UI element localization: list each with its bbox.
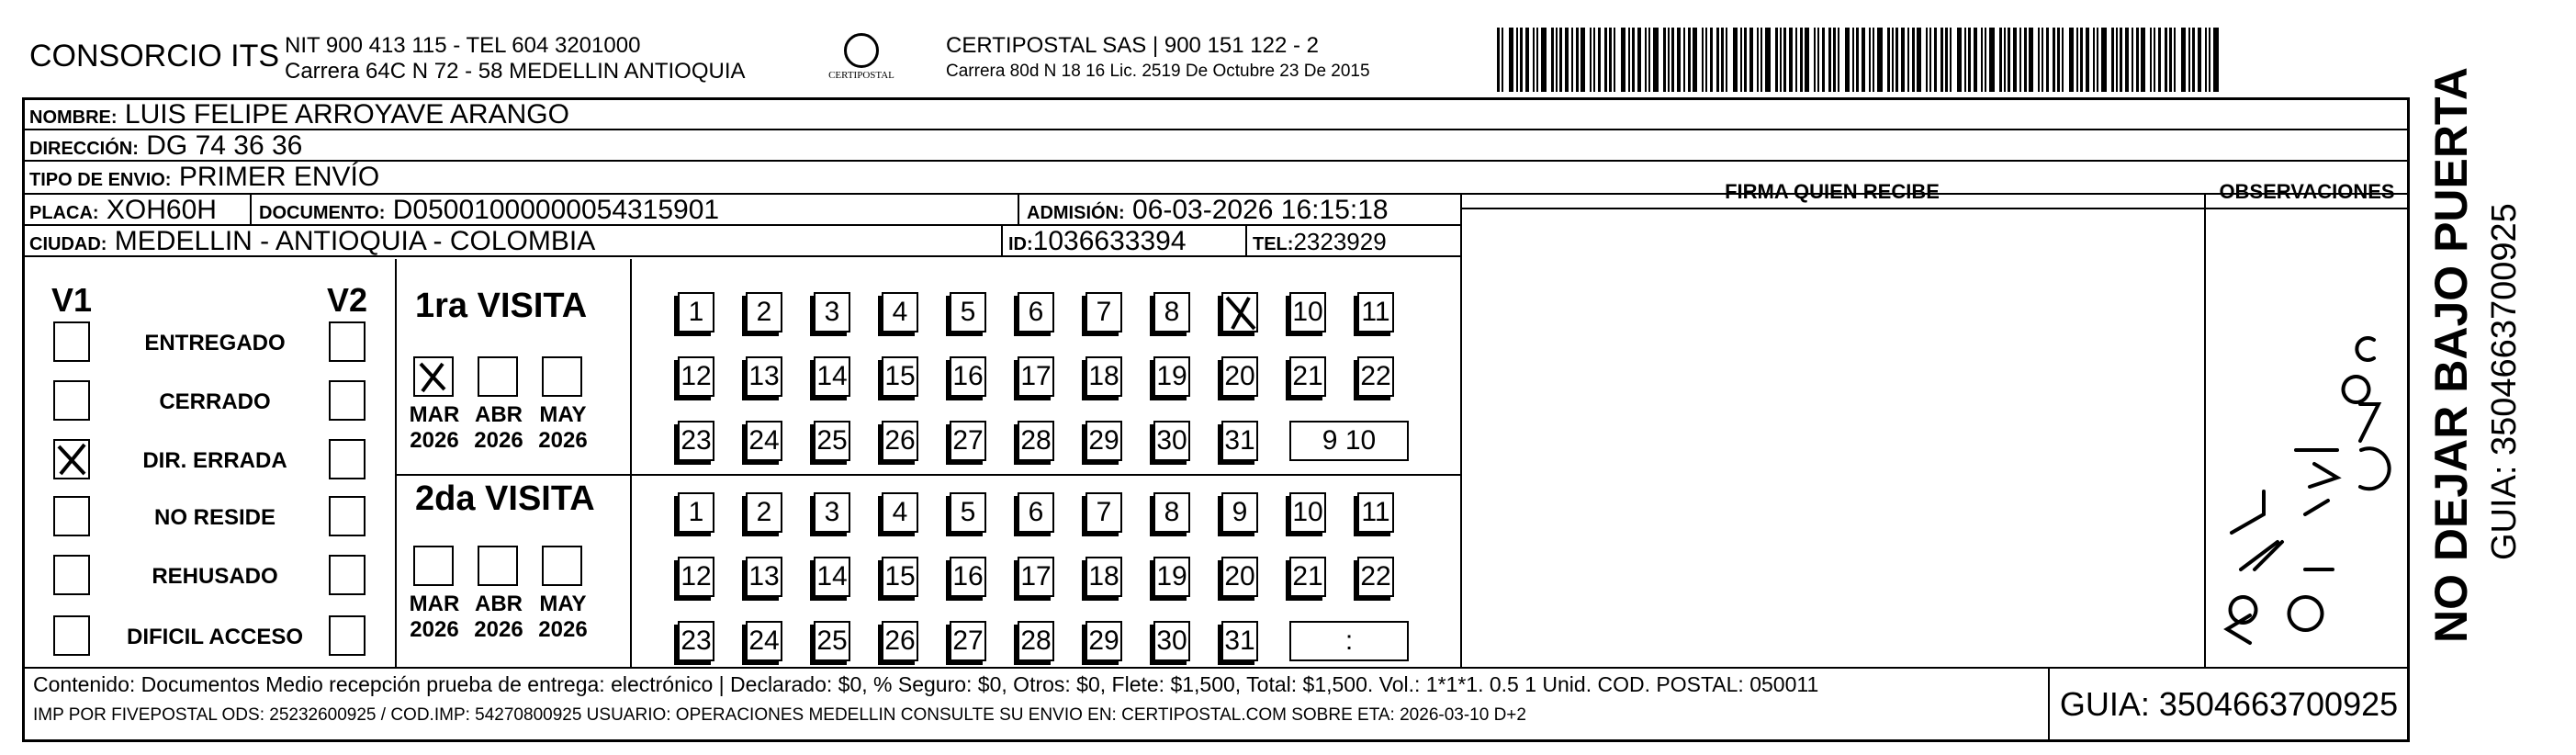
barcode-bar xyxy=(2008,28,2010,92)
barcode xyxy=(1497,28,2232,92)
placa-value: XOH60H xyxy=(106,195,217,225)
month-checkbox[interactable] xyxy=(478,546,518,586)
barcode-bar xyxy=(1974,28,1977,92)
barcode-bar xyxy=(2057,28,2060,92)
barcode-bar xyxy=(2093,28,2095,92)
day-box[interactable]: 7 xyxy=(1086,492,1122,533)
barcode-bar xyxy=(1580,28,1585,92)
barcode-bar xyxy=(1800,28,1803,92)
v1-checkbox[interactable] xyxy=(53,555,90,595)
barcode-bar xyxy=(1945,28,1948,92)
barcode-bar xyxy=(2213,28,2219,92)
v1-checkbox[interactable] xyxy=(53,380,90,421)
barcode-bar xyxy=(1551,28,1554,92)
barcode-bar xyxy=(1783,28,1786,92)
barcode-bar xyxy=(2192,28,2195,92)
barcode-bar xyxy=(2181,28,2186,92)
barcode-bar xyxy=(2024,28,2027,92)
barcode-bar xyxy=(1765,28,1771,92)
barcode-bar xyxy=(1637,28,1641,92)
certipostal-line: CERTIPOSTAL SAS | 900 151 122 - 2 xyxy=(946,33,1319,58)
day-box[interactable]: 2 xyxy=(746,292,782,332)
barcode-bar xyxy=(2132,28,2133,92)
day-box[interactable]: 19 xyxy=(1153,557,1190,597)
month-year xyxy=(467,592,531,643)
barcode-bar xyxy=(2165,28,2167,92)
barcode-bar xyxy=(1981,28,1983,92)
year-label: 2026 xyxy=(474,428,523,453)
barcode-bar xyxy=(1907,28,1909,92)
day-box[interactable]: 3 xyxy=(814,492,850,533)
barcode-bar xyxy=(2136,28,2139,92)
barcode-bar xyxy=(2209,28,2210,92)
year-label: 2026 xyxy=(474,617,523,642)
ciudad-value: MEDELLIN - ANTIOQUIA - COLOMBIA xyxy=(114,226,596,256)
v2-header: V2 xyxy=(327,281,368,319)
barcode-bar xyxy=(1705,28,1707,92)
day-box[interactable]: 27 xyxy=(950,621,986,661)
month-year xyxy=(467,402,531,454)
id-value: 1036633394 xyxy=(1032,226,1187,256)
barcode-bar xyxy=(1989,28,1995,92)
time-box[interactable]: : xyxy=(1289,621,1409,661)
month-year xyxy=(531,592,595,643)
day-box[interactable]: 22 xyxy=(1357,356,1394,397)
barcode-bar xyxy=(1869,28,1871,92)
month-checkbox[interactable] xyxy=(542,546,582,586)
day-box[interactable]: 8 xyxy=(1153,292,1190,332)
tel-value: 2323929 xyxy=(1293,228,1387,255)
v2-checkbox[interactable] xyxy=(329,380,366,421)
barcode-bar xyxy=(1536,28,1538,92)
barcode-bar xyxy=(1556,28,1558,92)
barcode-bar xyxy=(1856,28,1859,92)
barcode-bar xyxy=(1895,28,1898,92)
barcode-bar xyxy=(1609,28,1612,92)
barcode-bar xyxy=(1621,28,1625,92)
barcode-bar xyxy=(2116,28,2118,92)
barcode-bar xyxy=(1744,28,1747,92)
certipostal-info xyxy=(946,33,1370,85)
day-box[interactable]: 22 xyxy=(1357,557,1394,597)
day-box[interactable]: 12 xyxy=(678,356,714,397)
barcode-bar xyxy=(2080,28,2083,92)
barcode-bar xyxy=(1901,28,1905,92)
v1-checkbox[interactable] xyxy=(53,321,90,362)
barcode-bar xyxy=(1663,28,1666,92)
barcode-bar xyxy=(1892,28,1894,92)
v1-checkbox[interactable] xyxy=(53,615,90,656)
barcode-bar xyxy=(1683,28,1685,92)
barcode-bar xyxy=(1604,28,1607,92)
month-label: MAR xyxy=(409,402,460,427)
day-box[interactable]: 21 xyxy=(1289,557,1326,597)
admision-value: 06-03-2026 16:15:18 xyxy=(1132,195,1389,225)
footer-guia: GUIA: 3504663700925 xyxy=(2048,667,2408,742)
barcode-bar xyxy=(1688,28,1691,92)
day-box[interactable]: 15 xyxy=(882,557,918,597)
logo-icon xyxy=(844,33,879,68)
check-mark-icon xyxy=(55,441,88,478)
barcode-bar xyxy=(2150,28,2152,92)
day-box[interactable]: 16 xyxy=(950,557,986,597)
barcode-bar xyxy=(1671,28,1674,92)
barcode-bar xyxy=(1957,28,1962,92)
barcode-bar xyxy=(2169,28,2172,92)
barcode-bar xyxy=(2013,28,2017,92)
barcode-bar xyxy=(2062,28,2064,92)
nombre-value: LUIS FELIPE ARROYAVE ARANGO xyxy=(124,99,569,130)
day-box[interactable]: 18 xyxy=(1086,557,1122,597)
barcode-bar xyxy=(1502,28,1503,92)
day-box[interactable]: 1 xyxy=(678,492,714,533)
barcode-bar xyxy=(1845,28,1850,92)
month-checkbox[interactable] xyxy=(413,546,454,586)
barcode-bar xyxy=(2042,28,2043,92)
day-box[interactable]: 18 xyxy=(1086,356,1122,397)
year-label: 2026 xyxy=(538,428,588,453)
status-label: REHUSADO xyxy=(152,564,278,589)
barcode-bar xyxy=(2029,28,2033,92)
barcode-bar xyxy=(1497,28,1500,92)
barcode-bar xyxy=(1598,28,1601,92)
barcode-bar xyxy=(1559,28,1562,92)
barcode-bar xyxy=(2174,28,2176,92)
day-box[interactable]: 4 xyxy=(882,492,918,533)
barcode-bar xyxy=(2205,28,2207,92)
barcode-bar xyxy=(1733,28,1738,92)
day-box[interactable]: 9 xyxy=(1221,492,1258,533)
year-label: 2026 xyxy=(538,617,588,642)
barcode-bar xyxy=(1614,28,1615,92)
placa-row: PLACA: XOH60H xyxy=(22,195,1460,226)
day-box[interactable]: 25 xyxy=(814,421,850,461)
day-box[interactable]: 24 xyxy=(746,621,782,661)
barcode-bar xyxy=(1852,28,1854,92)
month-label: MAY xyxy=(539,592,587,616)
month-checkbox[interactable] xyxy=(478,356,518,397)
day-box[interactable]: 28 xyxy=(1018,621,1054,661)
barcode-bar xyxy=(1795,28,1797,92)
company-name: CONSORCIO ITS xyxy=(29,39,280,73)
barcode-bar xyxy=(2004,28,2006,92)
barcode-bar xyxy=(1887,28,1890,92)
status-label: ENTREGADO xyxy=(144,331,286,355)
handwritten-observation xyxy=(2222,266,2397,652)
v2-checkbox[interactable] xyxy=(329,555,366,595)
barcode-bar xyxy=(1873,28,1874,92)
day-box[interactable]: 14 xyxy=(814,557,850,597)
year-label: 2026 xyxy=(410,428,459,453)
status-label: NO RESIDE xyxy=(153,505,276,530)
barcode-bar xyxy=(1999,28,2002,92)
time-box[interactable]: 9 10 xyxy=(1289,421,1409,461)
barcode-bar xyxy=(1940,28,1943,92)
barcode-bar xyxy=(1516,28,1518,92)
side-warning: NO DEJAR BAJO PUERTA xyxy=(2425,67,2477,643)
check-mark-icon xyxy=(1223,294,1256,331)
day-box[interactable]: 1 xyxy=(678,292,714,332)
address-line: Carrera 64C N 72 - 58 MEDELLIN ANTIOQUIA xyxy=(285,59,746,84)
barcode-bar xyxy=(1817,28,1819,92)
barcode-bar xyxy=(1541,28,1547,92)
barcode-bar xyxy=(1926,28,1928,92)
v1-header: V1 xyxy=(51,281,93,319)
day-box[interactable]: 11 xyxy=(1357,292,1394,332)
barcode-bar xyxy=(1950,28,1952,92)
barcode-bar xyxy=(1710,28,1713,92)
barcode-bar xyxy=(1565,28,1569,92)
barcode-bar xyxy=(1760,28,1762,92)
day-box[interactable]: 2 xyxy=(746,492,782,533)
status-label: DIR. ERRADA xyxy=(142,448,287,473)
status-label: DIFICIL ACCESO xyxy=(126,625,303,649)
month-year xyxy=(531,402,595,454)
barcode-bar xyxy=(1645,28,1647,92)
barcode-bar xyxy=(1726,28,1727,92)
day-box[interactable]: 3 xyxy=(814,292,850,332)
day-box[interactable]: 27 xyxy=(950,421,986,461)
nombre-row: NOMBRE: LUIS FELIPE ARROYAVE ARANGO xyxy=(22,99,2410,130)
month-year xyxy=(402,402,467,454)
day-box[interactable]: 30 xyxy=(1153,621,1190,661)
tipo-value: PRIMER ENVÍO xyxy=(178,162,380,192)
day-box[interactable]: 16 xyxy=(950,356,986,397)
barcode-bar xyxy=(1917,28,1921,92)
barcode-bar xyxy=(2046,28,2049,92)
barcode-bar xyxy=(1805,28,1809,92)
day-box[interactable]: 17 xyxy=(1018,557,1054,597)
barcode-bar xyxy=(2198,28,2201,92)
day-box[interactable]: 20 xyxy=(1221,356,1258,397)
v2-checkbox[interactable] xyxy=(329,615,366,656)
barcode-bar xyxy=(1828,28,1831,92)
day-box[interactable]: 10 xyxy=(1289,492,1326,533)
company-info xyxy=(285,33,746,85)
barcode-bar xyxy=(1668,28,1670,92)
barcode-bar xyxy=(1716,28,1719,92)
v2-checkbox[interactable] xyxy=(329,321,366,362)
barcode-bar xyxy=(1838,28,1839,92)
barcode-bar xyxy=(1929,28,1931,92)
barcode-bar xyxy=(1653,28,1659,92)
barcode-bar xyxy=(1814,28,1816,92)
ciudad-row: CIUDAD: MEDELLIN - ANTIOQUIA - COLOMBIA xyxy=(22,226,1460,257)
day-box[interactable]: 10 xyxy=(1289,292,1326,332)
day-box[interactable]: 25 xyxy=(814,621,850,661)
barcode-bar xyxy=(1648,28,1650,92)
barcode-bar xyxy=(2154,28,2155,92)
barcode-bar xyxy=(1525,28,1529,92)
day-box[interactable]: 24 xyxy=(746,421,782,461)
barcode-bar xyxy=(1775,28,1778,92)
month-label: ABR xyxy=(475,402,523,427)
day-box[interactable]: 17 xyxy=(1018,356,1054,397)
barcode-bar xyxy=(1576,28,1579,92)
day-box[interactable] xyxy=(1221,292,1258,332)
barcode-bar xyxy=(2158,28,2161,92)
barcode-bar xyxy=(2053,28,2055,92)
documento-field: DOCUMENTO: D05001000000054315901 xyxy=(259,195,720,225)
firma-label: FIRMA QUIEN RECIBE xyxy=(1725,180,1940,203)
observaciones-label: OBSERVACIONES xyxy=(2219,180,2395,203)
day-box[interactable]: 5 xyxy=(950,492,986,533)
barcode-bar xyxy=(2038,28,2040,92)
v1-checkbox[interactable] xyxy=(53,439,90,479)
day-box[interactable]: 13 xyxy=(746,557,782,597)
day-box[interactable]: 31 xyxy=(1221,421,1258,461)
barcode-bar xyxy=(1740,28,1742,92)
day-box[interactable]: 30 xyxy=(1153,421,1190,461)
v2-checkbox[interactable] xyxy=(329,496,366,536)
barcode-bar xyxy=(1964,28,1966,92)
tipo-row: TIPO DE ENVIO: PRIMER ENVÍO xyxy=(29,162,380,192)
v1-checkbox[interactable] xyxy=(53,496,90,536)
day-box[interactable]: 14 xyxy=(814,356,850,397)
barcode-bar xyxy=(1571,28,1573,92)
day-box[interactable]: 4 xyxy=(882,292,918,332)
barcode-bar xyxy=(1749,28,1753,92)
day-box[interactable]: 21 xyxy=(1289,356,1326,397)
barcode-bar xyxy=(2101,28,2107,92)
day-box[interactable]: 19 xyxy=(1153,356,1190,397)
footer-contenido: Contenido: Documentos Medio recepción prueba de entrega: electrónico | Declarado: $0, % Seguro: $0, Otros: $0, Flete: $1,500, Total: $1,500. Vol.: 1*1*1. 0.5 1 Unid. COD. POSTAL: 050011 xyxy=(33,672,1819,696)
year-label: 2026 xyxy=(410,617,459,642)
day-box[interactable]: 11 xyxy=(1357,492,1394,533)
day-box[interactable]: 13 xyxy=(746,356,782,397)
month-label: MAY xyxy=(539,402,587,427)
barcode-bar xyxy=(1757,28,1759,92)
barcode-bar xyxy=(1509,28,1513,92)
side-guia: GUIA: 3504663700925 xyxy=(2485,203,2524,560)
direccion-value: DG 74 36 36 xyxy=(146,130,303,161)
day-box[interactable]: 20 xyxy=(1221,557,1258,597)
barcode-bar xyxy=(1702,28,1704,92)
barcode-bar xyxy=(2097,28,2098,92)
certipostal-logo: CERTIPOSTAL xyxy=(817,33,906,92)
barcode-bar xyxy=(1632,28,1635,92)
barcode-bar xyxy=(1822,28,1825,92)
month-label: MAR xyxy=(409,592,460,616)
month-checkbox[interactable] xyxy=(413,356,454,397)
barcode-bar xyxy=(2086,28,2089,92)
documento-value: D05001000000054315901 xyxy=(392,195,720,225)
second-visit-title: 2da VISITA xyxy=(415,479,595,518)
month-checkbox[interactable] xyxy=(542,356,582,397)
barcode-bar xyxy=(1520,28,1523,92)
barcode-bar xyxy=(2188,28,2190,92)
direccion-row: DIRECCIÓN: DG 74 36 36 xyxy=(22,130,2410,162)
barcode-bar xyxy=(2069,28,2074,92)
barcode-bar xyxy=(1833,28,1836,92)
barcode-bar xyxy=(1789,28,1793,92)
day-box[interactable]: 29 xyxy=(1086,421,1122,461)
barcode-bar xyxy=(1985,28,1986,92)
day-box[interactable]: 15 xyxy=(882,356,918,397)
month-year xyxy=(402,592,467,643)
day-box[interactable]: 23 xyxy=(678,621,714,661)
barcode-bar xyxy=(1628,28,1630,92)
v2-checkbox[interactable] xyxy=(329,439,366,479)
barcode-bar xyxy=(1862,28,1865,92)
status-label: CERRADO xyxy=(159,389,271,414)
day-box[interactable]: 29 xyxy=(1086,621,1122,661)
barcode-bar xyxy=(1877,28,1883,92)
barcode-bar xyxy=(2076,28,2078,92)
certipostal-license: Carrera 80d N 18 16 Lic. 2519 De Octubre 23 De 2015 xyxy=(946,62,1370,81)
day-box[interactable]: 6 xyxy=(1018,292,1054,332)
barcode-bar xyxy=(1590,28,1592,92)
barcode-bar xyxy=(1533,28,1535,92)
day-box[interactable]: 12 xyxy=(678,557,714,597)
day-box[interactable]: 6 xyxy=(1018,492,1054,533)
check-mark-icon xyxy=(415,358,452,395)
day-box[interactable]: 28 xyxy=(1018,421,1054,461)
barcode-bar xyxy=(2125,28,2129,92)
barcode-bar xyxy=(1721,28,1724,92)
barcode-bar xyxy=(1968,28,1971,92)
nit-line: NIT 900 413 115 - TEL 604 3201000 xyxy=(285,33,641,58)
day-box[interactable]: 23 xyxy=(678,421,714,461)
id-field: ID:1036633394 xyxy=(1008,226,1187,256)
barcode-bar xyxy=(2120,28,2122,92)
barcode-bar xyxy=(1677,28,1681,92)
day-box[interactable]: 7 xyxy=(1086,292,1122,332)
day-box[interactable]: 8 xyxy=(1153,492,1190,533)
barcode-bar xyxy=(2019,28,2021,92)
barcode-bar xyxy=(1912,28,1915,92)
day-box[interactable]: 31 xyxy=(1221,621,1258,661)
barcode-bar xyxy=(2141,28,2145,92)
tel-field: TEL:2323929 xyxy=(1253,228,1387,255)
footer-impresion: IMP POR FIVEPOSTAL ODS: 25232600925 / COD.IMP: 54270800925 USUARIO: OPERACIONES MEDELLIN CONSULTE SU ENVIO EN: CERTIPOSTAL.COM SOBRE ETA: 2026-03-10 D+2 xyxy=(33,705,1526,725)
barcode-bar xyxy=(1934,28,1937,92)
barcode-bar xyxy=(1780,28,1782,92)
day-box[interactable]: 26 xyxy=(882,421,918,461)
first-visit-title: 1ra VISITA xyxy=(415,287,588,325)
admision-field: ADMISIÓN: 06-03-2026 16:15:18 xyxy=(1027,195,1389,225)
barcode-bar xyxy=(2111,28,2114,92)
month-label: ABR xyxy=(475,592,523,616)
barcode-bar xyxy=(1593,28,1595,92)
day-box[interactable]: 5 xyxy=(950,292,986,332)
day-box[interactable]: 26 xyxy=(882,621,918,661)
barcode-bar xyxy=(1693,28,1697,92)
